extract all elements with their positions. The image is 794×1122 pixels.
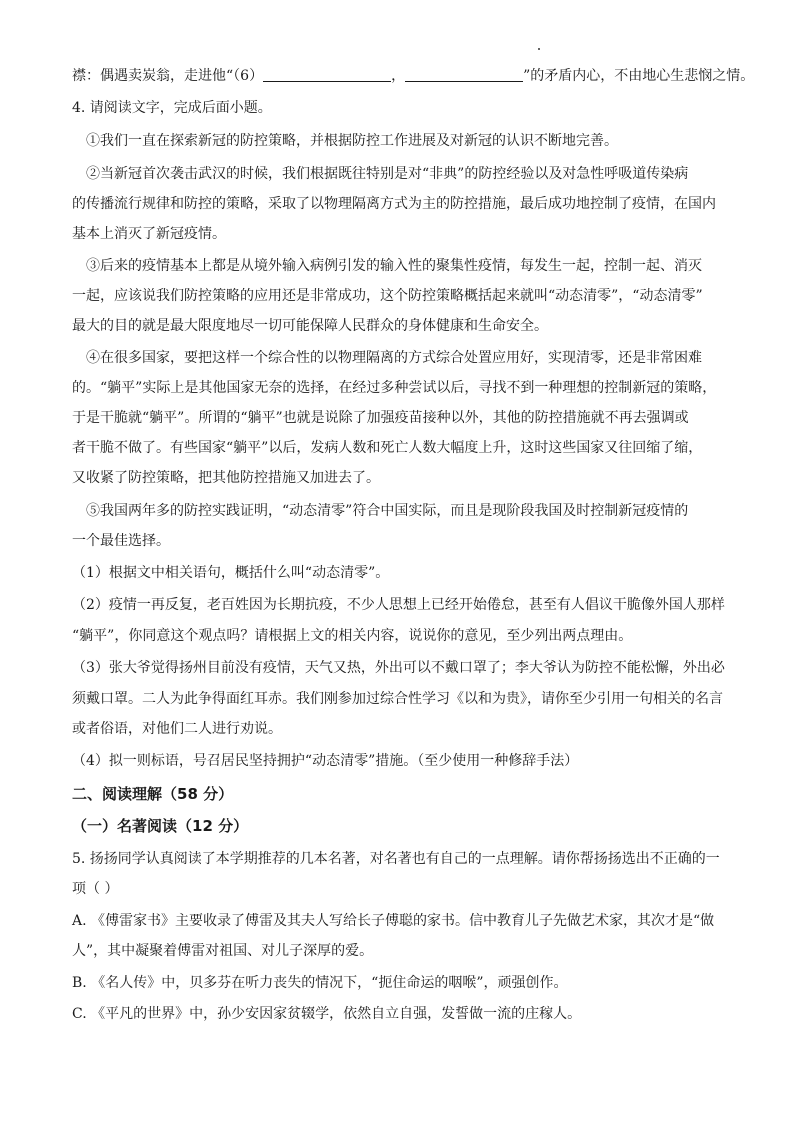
fill-blank-line [72,66,755,86]
passage-para-4-line: 者干脆不做了。有些国家“躺平”以后，发病人数和死亡人数大幅度上升，这时这些国家又往回缩了缩， [72,440,703,456]
passage-para-2-line: ②当新冠首次袭击武汉的时候，我们根据既往特别是对“非典”的防控经验以及对急性呼吸道传染病 [86,166,689,182]
question-5-stem-line: 项（ ） [72,881,119,897]
question-5-stem-line: 5. 扬扬同学认真阅读了本学期推荐的几本名著，对名著也有自己的一点理解。请你帮扬扬选出不正确的一 [72,851,720,867]
sub-question-1: （1）根据文中相关语句，概括什么叫“动态清零”。 [72,565,390,581]
passage-para-4-line: 又收紧了防控策略，把其他防控措施又加进去了。 [72,470,380,486]
option-a-line: A. 《傅雷家书》主要收录了傅雷及其夫人写给长子傅聪的家书。信中教育儿子先做艺术家，其次才是“做 [72,913,715,929]
fill-blank-sep: ， [391,68,406,84]
fill-blank-after: ”的矛盾内心，不由地心生悲悯之情。 [523,68,755,84]
passage-para-1: ①我们一直在探索新冠的防控策略，并根据防控工作进展及对新冠的认识不断地完善。 [86,133,618,149]
sub-question-3-line: 须戴口罩。二人为此争得面红耳赤。我们刚参加过综合性学习《以和为贵》，请你至少引用一句相关的名言 [72,691,723,707]
option-a-line: 人”，其中凝聚着傅雷对祖国、对儿子深厚的爱。 [72,943,374,959]
sub-question-3-line: （3）张大爷觉得扬州目前没有疫情，天气又热，外出可以不戴口罩了；李大爷认为防控不能松懈，外出必 [72,660,725,676]
passage-para-2-line: 基本上消灭了新冠疫情。 [72,226,226,242]
page-dot [538,48,540,50]
passage-para-2-line: 的传播流行规律和防控的策略，采取了以物理隔离方式为主的防控措施，最后成功地控制了疫情，在国内 [72,196,716,212]
passage-para-5-line: 一个最佳选择。 [72,533,170,549]
answer-blank-2[interactable] [405,67,523,82]
question-4-stem: 4. 请阅读文字，完成后面小题。 [72,100,272,116]
passage-para-4-line: 的。“躺平”实际上是其他国家无奈的选择，在经过多种尝试以后，寻找不到一种理想的控制新冠的策略， [72,380,717,396]
section-2-1-heading: （一）名著阅读（12 分） [72,817,249,835]
passage-para-3-line: 一起，应该说我们防控策略的应用还是非常成功，这个防控策略概括起来就叫“动态清零”，“动态清零” [72,288,703,304]
passage-para-3-line: 最大的目的就是最大限度地尽一切可能保障人民群众的身体健康和生命安全。 [72,318,548,334]
option-c: C. 《平凡的世界》中，孙少安因家贫辍学，依然自立自强，发誓做一流的庄稼人。 [72,1006,582,1022]
fill-blank-before: 襟：偶遇卖炭翁，走进他“（6） [72,68,264,84]
answer-blank-1[interactable] [263,67,391,82]
passage-para-4-line: 于是干脆就“躺平”。所谓的“躺平”也就是说除了加强疫苗接种以外，其他的防控措施就不再去强调或 [72,410,689,426]
sub-question-4: （4）拟一则标语，号召居民坚持拥护“动态清零”措施。（至少使用一种修辞手法） [72,753,579,769]
option-b: B. 《名人传》中，贝多芬在听力丧失的情况下，“扼住命运的咽喉”，顽强创作。 [72,975,568,991]
passage-para-3-line: ③后来的疫情基本上都是从境外输入病例引发的输入性的聚集性疫情，每发生一起，控制一起、消灭 [86,258,702,274]
passage-para-5-line: ⑤我国两年多的防控实践证明，“动态清零”符合中国实际，而且是现阶段我国及时控制新冠疫情的 [86,503,689,519]
sub-question-2-line: （2）疫情一再反复，老百姓因为长期抗疫，不少人思想上已经开始倦怠，甚至有人倡议干脆像外国人那样 [72,597,725,613]
section-2-heading: 二、阅读理解（58 分） [72,785,234,803]
passage-para-4-line: ④在很多国家，要把这样一个综合性的以物理隔离的方式综合处置应用好，实现清零，还是非常困难 [86,350,702,366]
sub-question-2-line: “躺平”，你同意这个观点吗？请根据上文的相关内容，说说你的意见，至少列出两点理由。 [72,628,633,644]
sub-question-3-line: 或者俗语，对他们二人进行劝说。 [72,721,282,737]
